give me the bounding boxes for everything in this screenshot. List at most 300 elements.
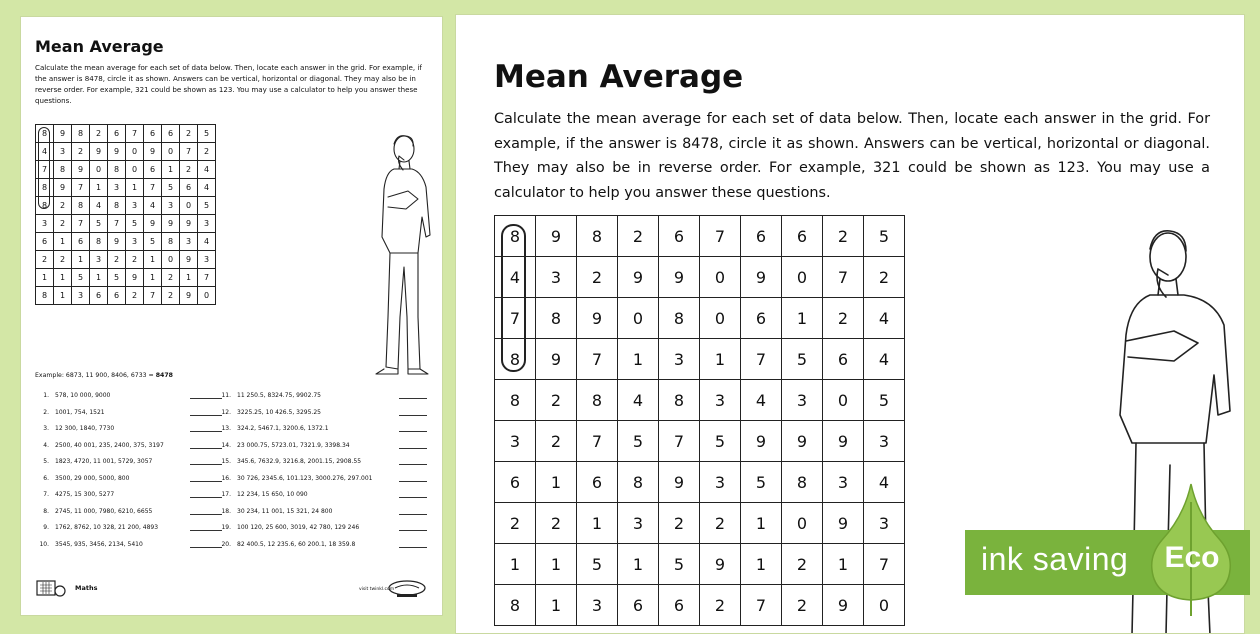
large-grid-cell: 9 — [577, 298, 618, 339]
small-grid-cell: 9 — [144, 215, 162, 233]
question-item — [35, 520, 225, 537]
small-grid-cell: 8 — [36, 287, 54, 305]
question-item — [35, 471, 225, 488]
large-grid-row — [495, 462, 905, 503]
small-grid-cell: 8 — [54, 161, 72, 179]
answer-line[interactable] — [399, 547, 427, 548]
large-grid-cell: 9 — [659, 257, 700, 298]
question-item — [217, 388, 429, 405]
small-grid-cell: 3 — [198, 251, 216, 269]
small-worksheet-preview — [20, 16, 443, 616]
large-grid-cell: 2 — [700, 503, 741, 544]
large-grid-cell: 3 — [577, 585, 618, 626]
large-title: Mean Average — [494, 59, 744, 95]
small-example-circle — [38, 127, 50, 209]
small-grid-cell: 1 — [144, 251, 162, 269]
small-grid-cell: 2 — [54, 251, 72, 269]
large-grid-cell: 1 — [741, 503, 782, 544]
small-grid-cell: 5 — [90, 215, 108, 233]
large-grid-row — [495, 339, 905, 380]
small-grid-cell: 6 — [108, 125, 126, 143]
large-grid-cell: 3 — [618, 503, 659, 544]
small-grid-cell: 1 — [180, 269, 198, 287]
small-grid-cell: 9 — [54, 125, 72, 143]
question-item — [35, 454, 225, 471]
large-grid-cell: 0 — [700, 298, 741, 339]
large-grid-cell: 5 — [659, 544, 700, 585]
question-text: 345.6, 7632.9, 3216.8, 2001.15, 2908.55 — [237, 458, 362, 465]
large-grid-cell: 1 — [700, 339, 741, 380]
answer-line[interactable] — [399, 530, 427, 531]
small-grid-cell: 6 — [144, 125, 162, 143]
question-item — [217, 421, 429, 438]
small-grid-cell: 1 — [72, 251, 90, 269]
large-grid-cell: 2 — [864, 257, 905, 298]
large-grid-cell: 6 — [659, 585, 700, 626]
small-grid-cell: 7 — [144, 287, 162, 305]
question-item — [35, 388, 225, 405]
large-grid-cell: 7 — [864, 544, 905, 585]
small-grid-cell: 2 — [198, 143, 216, 161]
small-grid-cell: 7 — [180, 143, 198, 161]
question-item — [35, 504, 225, 521]
large-grid-cell: 6 — [782, 216, 823, 257]
small-grid-cell: 0 — [126, 161, 144, 179]
small-grid-cell: 4 — [36, 143, 54, 161]
small-grid-cell: 3 — [180, 233, 198, 251]
large-grid-cell: 3 — [864, 421, 905, 462]
large-grid-cell: 7 — [577, 339, 618, 380]
large-grid-cell: 9 — [741, 257, 782, 298]
answer-line[interactable] — [399, 448, 427, 449]
large-grid-cell: 2 — [618, 216, 659, 257]
large-grid-cell: 5 — [864, 380, 905, 421]
large-grid-cell: 2 — [823, 216, 864, 257]
small-grid-cell: 5 — [144, 233, 162, 251]
small-grid-cell: 6 — [144, 161, 162, 179]
large-grid-cell: 1 — [823, 544, 864, 585]
question-number: 2. — [43, 408, 49, 416]
small-grid-cell: 2 — [126, 287, 144, 305]
small-grid-cell: 1 — [54, 269, 72, 287]
small-grid-cell: 2 — [162, 269, 180, 287]
question-text: 1001, 754, 1521 — [55, 408, 105, 416]
small-grid-cell: 3 — [36, 215, 54, 233]
large-grid-cell: 0 — [864, 585, 905, 626]
small-grid-cell: 3 — [126, 197, 144, 215]
large-grid-cell: 9 — [618, 257, 659, 298]
large-grid-cell: 8 — [659, 380, 700, 421]
small-grid-cell: 4 — [198, 233, 216, 251]
small-grid-cell: 1 — [162, 161, 180, 179]
large-grid-cell: 5 — [577, 544, 618, 585]
question-text: 324.2, 5467.1, 3200.6, 1372.1 — [237, 425, 329, 432]
small-footer — [35, 579, 430, 601]
answer-line[interactable] — [399, 415, 427, 416]
question-number: 4. — [43, 441, 49, 449]
large-grid-cell: 1 — [741, 544, 782, 585]
small-grid-cell: 2 — [162, 287, 180, 305]
large-grid-cell: 9 — [741, 421, 782, 462]
large-grid-cell: 2 — [823, 298, 864, 339]
large-grid-cell: 1 — [618, 339, 659, 380]
example-answer: 8478 — [155, 372, 173, 379]
footer-site[interactable]: visit twinkl.com — [359, 587, 395, 592]
question-item — [217, 487, 429, 504]
large-grid-row — [495, 421, 905, 462]
question-text: 30 726, 2345.6, 101.123, 3000.276, 297.001 — [237, 474, 373, 482]
large-grid-cell: 2 — [536, 421, 577, 462]
small-grid-cell: 8 — [36, 179, 54, 197]
question-number: 14. — [221, 441, 231, 449]
small-grid-cell: 2 — [180, 161, 198, 179]
small-grid-cell: 6 — [90, 287, 108, 305]
footer-subject: Maths — [75, 584, 98, 592]
small-grid-row — [36, 269, 216, 287]
small-grid-cell: 9 — [180, 251, 198, 269]
question-item — [217, 504, 429, 521]
questions-left-column — [35, 388, 225, 553]
question-number: 17. — [221, 491, 231, 498]
large-grid-cell: 1 — [536, 462, 577, 503]
large-grid-cell: 2 — [782, 544, 823, 585]
small-grid-cell: 4 — [198, 179, 216, 197]
large-grid-cell: 8 — [495, 585, 536, 626]
small-grid-cell: 7 — [72, 215, 90, 233]
large-grid-cell: 6 — [741, 298, 782, 339]
large-grid-row — [495, 544, 905, 585]
small-grid-cell: 5 — [108, 269, 126, 287]
large-grid-cell: 8 — [618, 462, 659, 503]
question-number: 13. — [221, 425, 231, 432]
small-grid-cell: 9 — [144, 143, 162, 161]
small-grid-cell: 5 — [198, 125, 216, 143]
large-grid-cell: 8 — [495, 339, 536, 380]
large-grid-cell: 4 — [741, 380, 782, 421]
small-grid-cell: 8 — [36, 125, 54, 143]
small-grid-cell: 9 — [90, 143, 108, 161]
large-grid-cell: 2 — [659, 503, 700, 544]
answer-line[interactable] — [399, 431, 427, 432]
small-grid-cell: 9 — [54, 179, 72, 197]
large-grid-cell: 1 — [618, 544, 659, 585]
question-number: 18. — [221, 507, 231, 515]
large-word-grid — [494, 215, 905, 626]
small-grid-cell: 2 — [90, 125, 108, 143]
large-grid-cell: 9 — [659, 462, 700, 503]
large-grid-cell: 8 — [536, 298, 577, 339]
large-grid-cell: 2 — [577, 257, 618, 298]
small-grid-cell: 3 — [54, 143, 72, 161]
small-grid-cell: 9 — [72, 161, 90, 179]
small-grid-cell: 5 — [72, 269, 90, 287]
question-number: 6. — [43, 474, 49, 482]
large-grid-cell: 9 — [782, 421, 823, 462]
small-grid-cell: 3 — [126, 233, 144, 251]
small-grid-cell: 3 — [162, 197, 180, 215]
question-item — [35, 537, 225, 554]
question-number: 1. — [43, 392, 49, 399]
question-number: 7. — [43, 491, 49, 498]
small-grid-cell: 1 — [54, 233, 72, 251]
large-grid-cell: 5 — [618, 421, 659, 462]
small-grid-cell: 4 — [90, 197, 108, 215]
question-text: 3225.25, 10 426.5, 3295.25 — [237, 408, 321, 416]
small-grid-cell: 7 — [72, 179, 90, 197]
small-grid-cell: 9 — [108, 143, 126, 161]
large-grid-cell: 3 — [864, 503, 905, 544]
large-grid-cell: 5 — [700, 421, 741, 462]
large-grid-cell: 8 — [495, 216, 536, 257]
questions-right-column — [217, 388, 429, 553]
small-example — [35, 372, 173, 379]
large-grid-cell: 7 — [659, 421, 700, 462]
question-text: 4275, 15 300, 5277 — [55, 491, 115, 498]
large-grid-cell: 3 — [700, 380, 741, 421]
question-number: 9. — [43, 524, 49, 531]
large-grid-cell: 7 — [741, 585, 782, 626]
large-grid-cell: 9 — [823, 503, 864, 544]
large-grid-cell: 3 — [536, 257, 577, 298]
small-grid-cell: 4 — [198, 161, 216, 179]
question-text: 3545, 935, 3456, 2134, 5410 — [55, 540, 143, 548]
large-grid-cell: 7 — [741, 339, 782, 380]
small-grid-cell: 2 — [36, 251, 54, 269]
question-text: 1762, 8762, 10 328, 21 200, 4893 — [55, 524, 159, 531]
large-grid-cell: 6 — [577, 462, 618, 503]
small-grid-cell: 9 — [180, 287, 198, 305]
large-grid-cell: 2 — [782, 585, 823, 626]
small-grid-cell: 0 — [198, 287, 216, 305]
question-number: 11. — [221, 392, 231, 399]
small-grid-row — [36, 161, 216, 179]
large-grid-cell: 0 — [700, 257, 741, 298]
small-grid-cell: 0 — [180, 197, 198, 215]
question-text: 1823, 4720, 11 001, 5729, 3057 — [55, 458, 153, 465]
eco-word: Eco — [1164, 541, 1220, 574]
large-grid-row — [495, 216, 905, 257]
small-grid-cell: 1 — [54, 287, 72, 305]
answer-line[interactable] — [399, 514, 427, 515]
large-grid-cell: 5 — [864, 216, 905, 257]
large-grid-cell: 3 — [782, 380, 823, 421]
small-grid-cell: 9 — [180, 215, 198, 233]
question-number: 12. — [221, 408, 231, 416]
large-grid-cell: 4 — [864, 462, 905, 503]
small-grid-cell: 3 — [72, 287, 90, 305]
question-text: 30 234, 11 001, 15 321, 24 800 — [237, 507, 333, 515]
question-item — [217, 520, 429, 537]
large-grid-cell: 7 — [495, 298, 536, 339]
small-grid-cell: 4 — [144, 197, 162, 215]
large-grid-cell: 2 — [495, 503, 536, 544]
small-grid-row — [36, 251, 216, 269]
large-grid-cell: 6 — [659, 216, 700, 257]
question-number: 16. — [221, 474, 231, 482]
question-text: 2500, 40 001, 235, 2400, 375, 3197 — [55, 441, 164, 449]
large-grid-cell: 9 — [823, 421, 864, 462]
large-grid-cell: 6 — [823, 339, 864, 380]
large-grid-cell: 1 — [536, 544, 577, 585]
answer-line[interactable] — [399, 398, 427, 399]
small-grid-cell: 2 — [126, 251, 144, 269]
large-grid-cell: 4 — [864, 298, 905, 339]
small-grid-cell: 2 — [108, 251, 126, 269]
small-grid-cell: 6 — [108, 287, 126, 305]
small-grid-cell: 6 — [72, 233, 90, 251]
large-grid-cell: 8 — [495, 380, 536, 421]
large-grid-cell: 8 — [577, 216, 618, 257]
small-grid-cell: 9 — [108, 233, 126, 251]
small-grid-cell: 5 — [162, 179, 180, 197]
small-grid-cell: 1 — [36, 269, 54, 287]
small-grid-cell: 0 — [90, 161, 108, 179]
large-grid-cell: 9 — [700, 544, 741, 585]
large-grid-cell: 9 — [536, 339, 577, 380]
question-text: 12 300, 1840, 7730 — [55, 425, 115, 432]
question-item — [35, 421, 225, 438]
large-example-circle — [501, 224, 526, 372]
large-intro: Calculate the mean average for each set of data below. Then, locate each answer in the grid. For example, if the answer is 8478, circle it as shown. Answers can be vertical, horizontal or diagonal. They may also be in reverse order. For example, 321 could be shown as 123. You may use a calculator to help you answer these questions. — [494, 111, 1210, 201]
large-grid-cell: 5 — [741, 462, 782, 503]
small-grid-row — [36, 179, 216, 197]
question-item — [217, 438, 429, 455]
large-grid-cell: 9 — [536, 216, 577, 257]
small-grid-cell: 0 — [162, 251, 180, 269]
small-grid-row — [36, 287, 216, 305]
small-grid-cell: 7 — [36, 161, 54, 179]
small-grid-cell: 6 — [36, 233, 54, 251]
small-grid-cell: 8 — [36, 197, 54, 215]
small-grid-cell: 2 — [54, 197, 72, 215]
small-grid-cell: 7 — [126, 125, 144, 143]
question-number: 3. — [43, 425, 49, 432]
twinkl-logo-icon — [385, 579, 429, 599]
small-title: Mean Average — [35, 37, 164, 56]
question-item — [217, 537, 429, 554]
question-item — [35, 405, 225, 422]
question-text: 23 000.75, 5723.01, 7321.9, 3398.34 — [237, 441, 350, 449]
answer-line[interactable] — [399, 464, 427, 465]
small-grid-cell: 2 — [54, 215, 72, 233]
large-grid-cell: 1 — [782, 298, 823, 339]
large-grid-cell: 0 — [618, 298, 659, 339]
large-grid-row — [495, 585, 905, 626]
small-grid-cell: 7 — [108, 215, 126, 233]
example-text: Example: 6873, 11 900, 8406, 6733 = — [35, 372, 156, 379]
small-grid-cell: 7 — [198, 269, 216, 287]
small-grid-cell: 6 — [180, 179, 198, 197]
question-number: 20. — [221, 540, 231, 548]
small-grid-row — [36, 197, 216, 215]
large-grid-row — [495, 503, 905, 544]
small-grid-cell: 3 — [108, 179, 126, 197]
large-grid-cell: 0 — [782, 257, 823, 298]
large-grid-cell: 5 — [782, 339, 823, 380]
small-grid-cell: 7 — [144, 179, 162, 197]
large-grid-cell: 2 — [536, 380, 577, 421]
small-grid-cell: 8 — [108, 197, 126, 215]
small-grid-cell: 6 — [162, 125, 180, 143]
large-grid-cell: 4 — [618, 380, 659, 421]
small-grid-cell: 2 — [180, 125, 198, 143]
small-grid-cell: 2 — [72, 143, 90, 161]
large-grid-cell: 1 — [577, 503, 618, 544]
small-grid-row — [36, 215, 216, 233]
large-grid-cell: 0 — [782, 503, 823, 544]
large-grid-cell: 3 — [495, 421, 536, 462]
small-grid-cell: 1 — [90, 269, 108, 287]
answer-line[interactable] — [399, 497, 427, 498]
question-number: 10. — [39, 540, 49, 548]
question-item — [35, 438, 225, 455]
question-text: 100 120, 25 600, 3019, 42 780, 129 246 — [237, 524, 360, 531]
question-number: 15. — [221, 458, 231, 465]
small-grid-cell: 8 — [72, 125, 90, 143]
small-grid-row — [36, 143, 216, 161]
small-thinking-person-illustration — [366, 127, 436, 382]
large-grid-cell: 6 — [741, 216, 782, 257]
question-item — [217, 471, 429, 488]
small-intro: Calculate the mean average for each set of data below. Then, locate each answer in the grid. For example, if the answer is 8478, circle it as shown. Answers can be vertical, horizontal or diagonal. They may also be in reverse order. For example, 321 could be shown as 123. You may use a calculator to help you answer these questions. — [35, 63, 422, 105]
small-grid-cell: 0 — [126, 143, 144, 161]
small-grid-cell: 1 — [144, 269, 162, 287]
answer-line[interactable] — [399, 481, 427, 482]
large-grid-cell: 1 — [536, 585, 577, 626]
ink-saving-label: ink saving — [981, 541, 1129, 577]
small-grid-cell: 3 — [90, 251, 108, 269]
large-grid-row — [495, 257, 905, 298]
large-grid-cell: 6 — [495, 462, 536, 503]
small-word-grid — [35, 124, 216, 305]
large-grid-cell: 2 — [536, 503, 577, 544]
question-text: 11 250.5, 8324.75, 9902.75 — [237, 392, 321, 399]
large-grid-cell: 8 — [659, 298, 700, 339]
small-grid-cell: 5 — [126, 215, 144, 233]
small-grid-cell: 9 — [162, 215, 180, 233]
large-grid-cell: 4 — [864, 339, 905, 380]
maths-calculator-icon — [35, 579, 67, 599]
large-grid-row — [495, 380, 905, 421]
large-grid-cell: 3 — [823, 462, 864, 503]
small-grid-cell: 8 — [90, 233, 108, 251]
small-grid-cell: 8 — [108, 161, 126, 179]
question-number: 5. — [43, 458, 49, 465]
large-grid-cell: 7 — [577, 421, 618, 462]
small-grid-cell: 9 — [126, 269, 144, 287]
large-grid-cell: 4 — [495, 257, 536, 298]
question-number: 8. — [43, 507, 49, 515]
question-text: 3500, 29 000, 5000, 800 — [55, 474, 130, 482]
large-grid-cell: 1 — [495, 544, 536, 585]
question-item — [35, 487, 225, 504]
large-grid-cell: 6 — [618, 585, 659, 626]
small-grid-row — [36, 233, 216, 251]
small-grid-row — [36, 125, 216, 143]
large-grid-cell: 2 — [700, 585, 741, 626]
small-grid-cell: 5 — [198, 197, 216, 215]
question-item — [217, 405, 429, 422]
large-grid-cell: 3 — [659, 339, 700, 380]
question-item — [217, 454, 429, 471]
large-grid-cell: 7 — [700, 216, 741, 257]
question-text: 578, 10 000, 9000 — [55, 392, 111, 399]
small-grid-cell: 1 — [126, 179, 144, 197]
question-text: 12 234, 15 650, 10 090 — [237, 491, 308, 498]
question-number: 19. — [221, 524, 231, 531]
small-grid-cell: 1 — [90, 179, 108, 197]
question-text: 82 400.5, 12 235.6, 60 200.1, 18 359.8 — [237, 540, 356, 548]
